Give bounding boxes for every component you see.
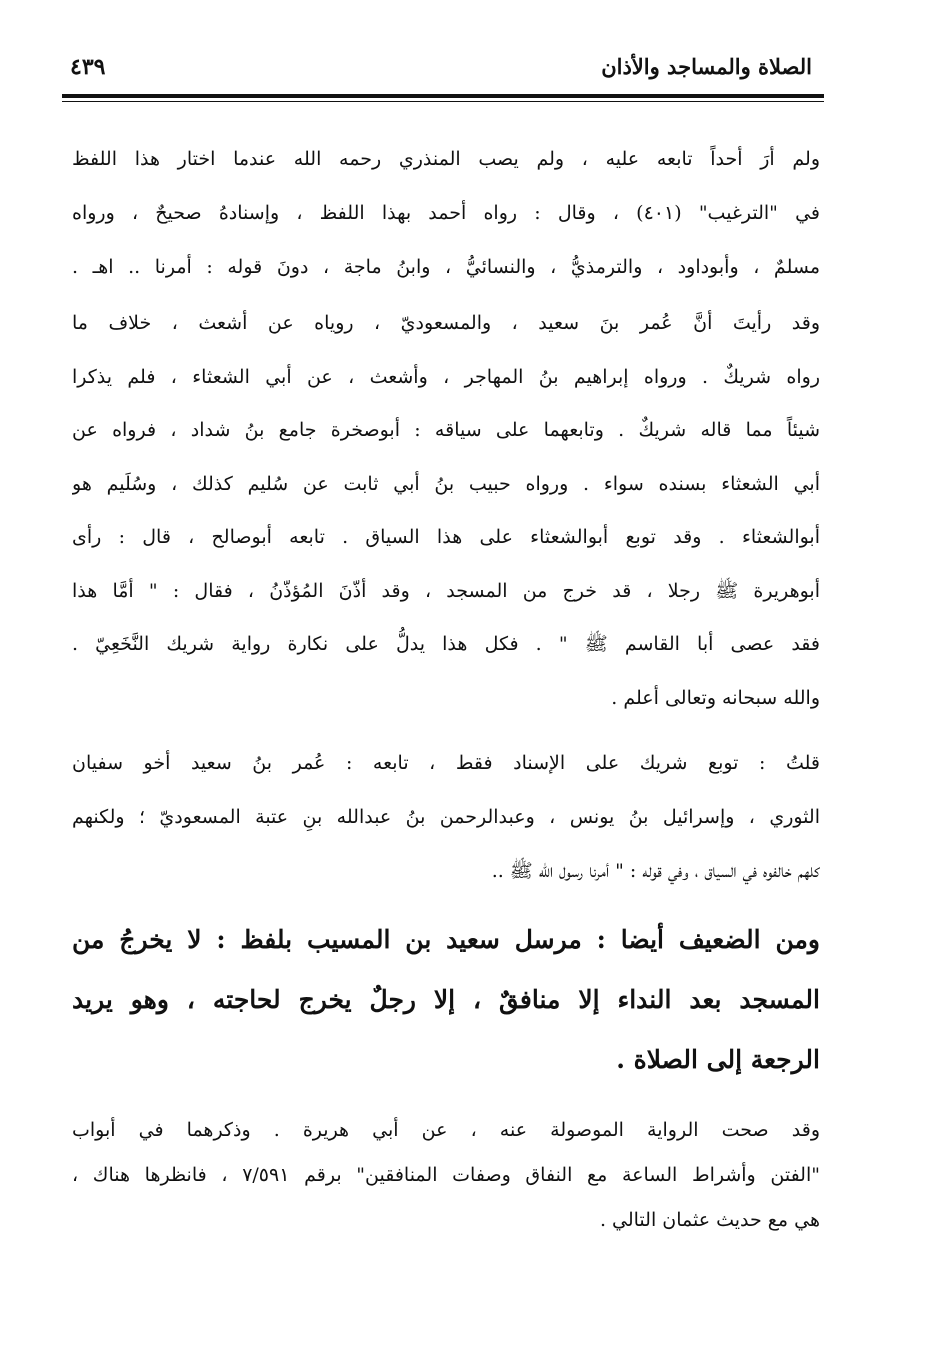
text-line: شيئاً مما قاله شريكٌ . وتابعهما على سياقه : أبوصخرة جامع بنُ شداد ، فرواه عن xyxy=(72,419,820,441)
text-line: أبوالشعثاء . وقد توبع أبوالشعثاء على هذا السياق . تابعه أبوصالح ، قال : رأى xyxy=(72,526,820,548)
text-line: ومن الضعيف أيضا : مرسل سعيد بن المسيب بلفظ : لا يخرجُ من xyxy=(72,925,820,954)
paragraph-text xyxy=(72,132,820,294)
paragraph-text xyxy=(72,736,820,898)
text-line: "الفتن وأشراط الساعة مع النفاق وصفات المنافقين" برقم ٧/٥٩١ ، فانظرها هناك ، xyxy=(72,1164,820,1186)
text-line: ولم أرَ أحداً تابعه عليه ، ولم يصب المنذري رحمه الله عندما اختار هذا اللفظ xyxy=(72,148,820,170)
text-line: وقد رأيتَ أنَّ عُمر بنَ سعيد ، والمسعوديّ ، روياه عن أشعث ، خلاف ما xyxy=(72,312,820,334)
paragraph-2 xyxy=(72,297,820,725)
paragraph-3 xyxy=(72,736,820,898)
running-header xyxy=(62,48,824,94)
paragraph-text xyxy=(72,910,820,1090)
text-line: مسلمٌ ، وأبوداود ، والترمذيُّ ، والنسائيُّ ، وابنُ ماجة ، دونَ قوله : أمرنا .. اهـ . xyxy=(72,256,820,278)
text-line: في "الترغيب" (٤٠١) ، وقال : رواه أحمد بهذا اللفظ ، وإسنادهُ صحيحٌ ، ورواه xyxy=(72,202,820,224)
text-line: كلهم خالفوه في السياق ، وفي قوله : " أمرنا رسول الله ﷺ .. xyxy=(491,860,820,882)
paragraph-5 xyxy=(72,1108,820,1243)
text-line: أبي الشعثاء بسنده سواء . ورواه حبيب بنُ أبي ثابت عن سُليم كذلك ، وسُلَيم هو xyxy=(72,472,820,495)
page-number: ٤٣٩ xyxy=(70,54,106,80)
header-rule-thick xyxy=(62,94,824,98)
text-line: قلتُ : توبع شريك على الإسناد فقط ، تابعه : عُمر بنُ سعيد أخو سفيان xyxy=(72,752,820,774)
paragraph-text xyxy=(72,297,820,725)
text-line: والله سبحانه وتعالى أعلم . xyxy=(611,686,820,709)
paragraph-text xyxy=(72,1108,820,1243)
text-line: أبوهريرة ﷺ رجلا ، قد خرج من المسجد ، وقد أذّنَ المُؤذّنُ ، فقال : " أمَّا هذا xyxy=(72,579,820,602)
text-line: وقد صحت الرواية الموصولة عنه ، عن أبي هريرة . وذكرهما في أبواب xyxy=(72,1119,820,1141)
text-line: الثوري ، وإسرائيل بنُ يونس ، وعبدالرحمن بنُ عبدالله بنِ عتبة المسعوديّ ؛ ولكنهم xyxy=(72,806,820,828)
paragraph-4 xyxy=(72,910,820,1090)
paragraph-1 xyxy=(72,132,820,294)
text-line: المسجد بعد النداء إلا منافقٌ ، إلا رجلٌ يخرج لحاجته ، وهو يريد xyxy=(72,985,820,1014)
text-line: رواه شريكٌ . ورواه إبراهيم بنُ المهاجر ، وأشعث ، عن أبي الشعثاء ، فلم يذكرا xyxy=(72,365,820,388)
text-line: فقد عصى أبا القاسم ﷺ " . فكل هذا يدلُّ على نكارة رواية شريك النَّخَعِيّ . xyxy=(72,633,820,655)
text-line: هي مع حديث عثمان التالي . xyxy=(599,1209,820,1231)
header-rule-thin xyxy=(62,101,824,102)
text-line: الرجعة إلى الصلاة . xyxy=(616,1045,820,1074)
header-title: الصلاة والمساجد والأذان xyxy=(601,54,812,79)
